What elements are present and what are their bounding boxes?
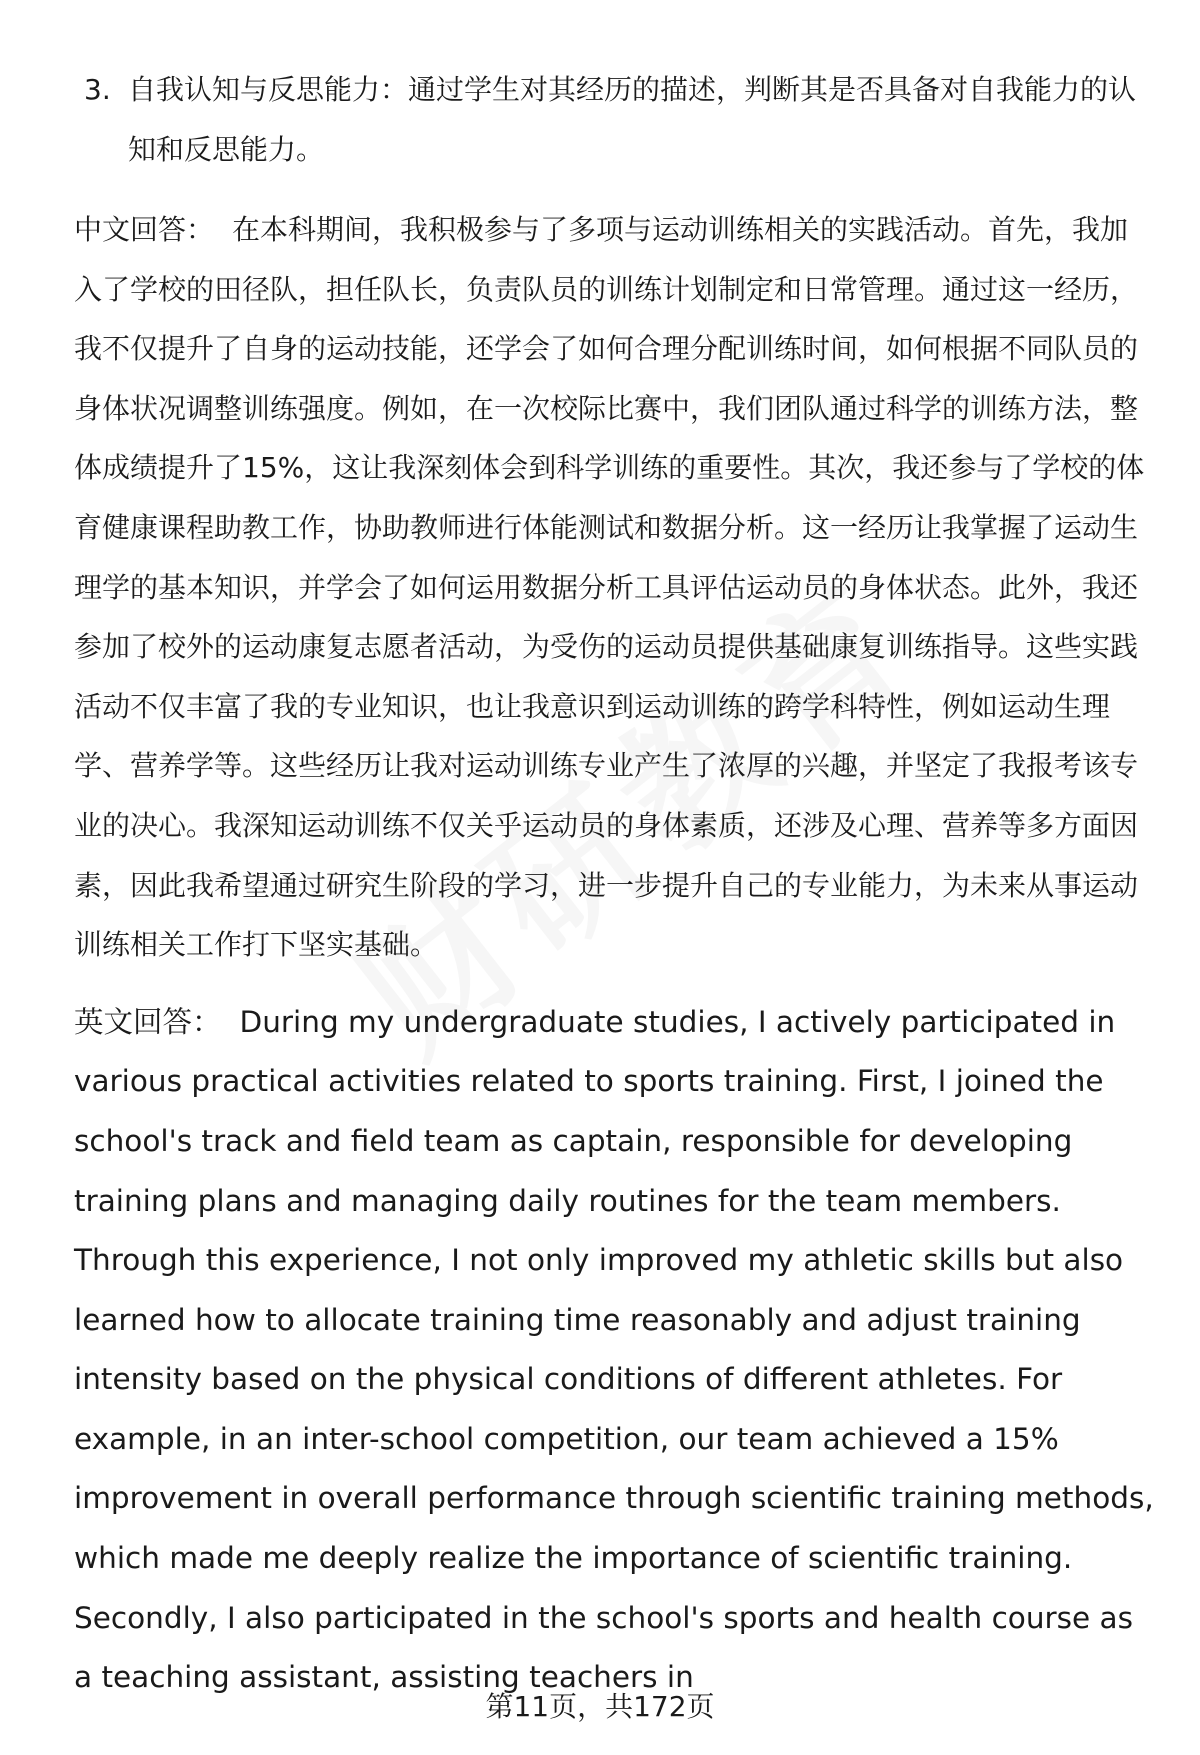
- chinese-answer: [74, 200, 1156, 975]
- chinese-answer-label: 中文回答：: [74, 213, 215, 246]
- page-number-footer: 第11页，共172页: [485, 1690, 715, 1723]
- english-answer-text: During my undergraduate studies, I actively participated in various practical activities related to sports training. First, I joined the school's track and field team as captain, responsible for developing training plans and managing daily routines for the team members. Through this experience, I not only improved my athletic skills but also learned how to allocate training time reasonably and adjust training intensity based on the physical conditions of different athletes. For example, in an inter-school competition, our team achieved a 15% improvement in overall performance through scientific training methods, which made me deeply realize the importance of scientific training. Secondly, I also participated in the school's sports and health course as a teaching assistant, assisting teachers in: [74, 1004, 1154, 1695]
- item-text: 自我认知与反思能力：通过学生对其经历的描述，判断其是否具备对自我能力的认知和反思能力。: [128, 73, 1137, 166]
- criteria-item: [84, 60, 1156, 180]
- english-answer-label: 英文回答：: [74, 1004, 222, 1039]
- chinese-answer-text: 在本科期间，我积极参与了多项与运动训练相关的实践活动。首先，我加入了学校的田径队，担任队长，负责队员的训练计划制定和日常管理。通过这一经历，我不仅提升了自身的运动技能，还学会了如何合理分配训练时间，如何根据不同队员的身体状况调整训练强度。例如，在一次校际比赛中，我们团队通过科学的训练方法，整体成绩提升了15%，这让我深刻体会到科学训练的重要性。其次，我还参与了学校的体育健康课程助教工作，协助教师进行体能测试和数据分析。这一经历让我掌握了运动生理学的基本知识，并学会了如何运用数据分析工具评估运动员的身体状态。此外，我还参加了校外的运动康复志愿者活动，为受伤的运动员提供基础康复训练指导。这些实践活动不仅丰富了我的专业知识，也让我意识到运动训练的跨学科特性，例如运动生理学、营养学等。这些经历让我对运动训练专业产生了浓厚的兴趣，并坚定了我报考该专业的决心。我深知运动训练不仅关乎运动员的身体素质，还涉及心理、营养等多方面因素，因此我希望通过研究生阶段的学习，进一步提升自己的专业能力，为未来从事运动训练相关工作打下坚实基础。: [74, 213, 1145, 962]
- english-answer: [74, 993, 1156, 1708]
- item-number: 3.: [84, 73, 111, 106]
- page-content: [74, 60, 1156, 1708]
